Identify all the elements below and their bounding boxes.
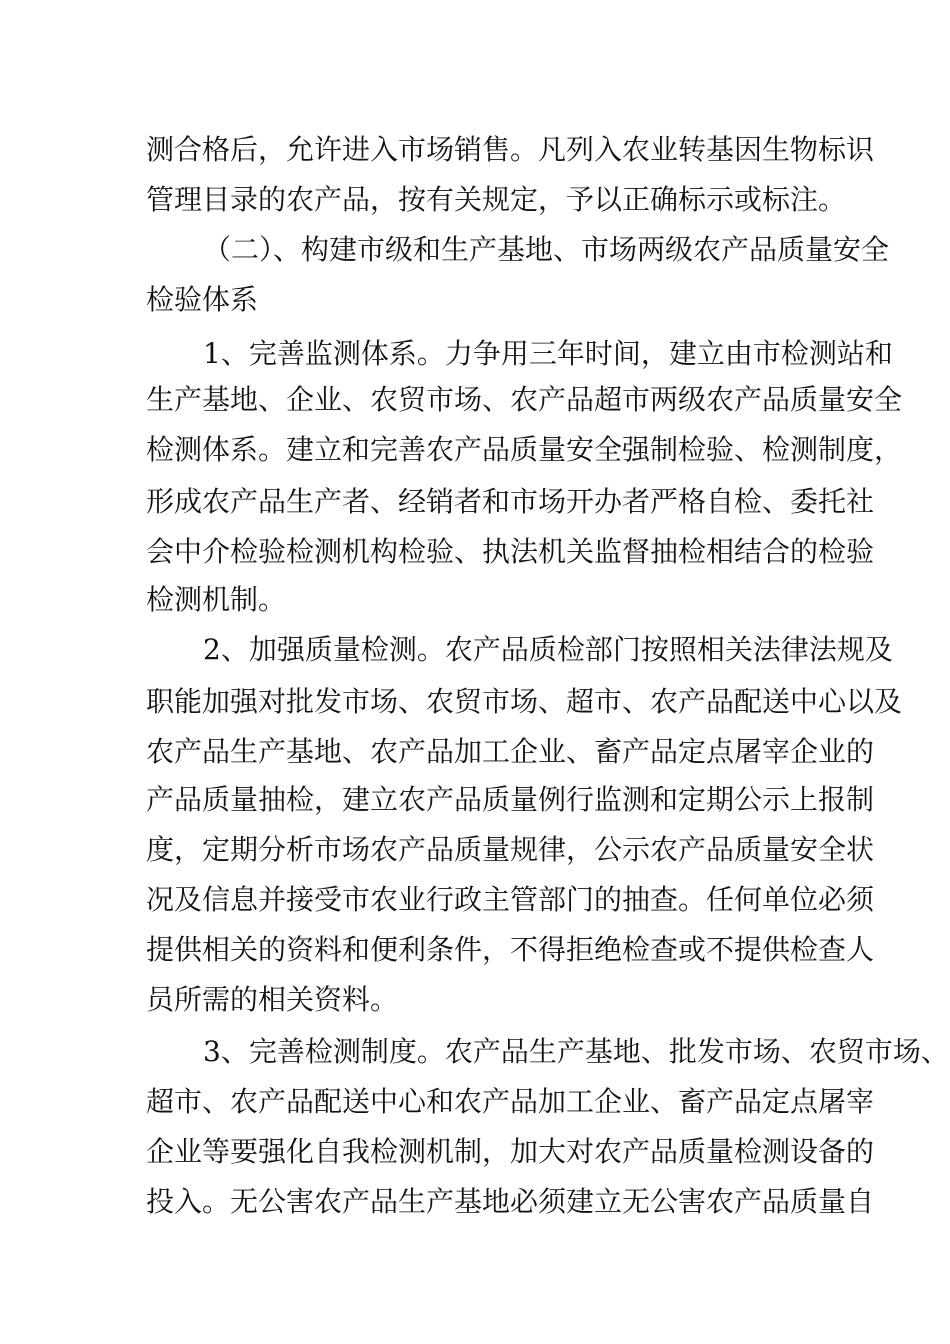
paragraph-line: 会中介检验检测机构检验、执法机关监督抽检相结合的检验 — [146, 535, 875, 568]
paragraph-line: 员所需的相关资料。 — [146, 983, 399, 1016]
paragraph-line: 度，定期分析市场农产品质量规律，公示农产品质量安全状 — [146, 833, 875, 866]
paragraph-line: 投入。无公害农产品生产基地必须建立无公害农产品质量自 — [146, 1185, 875, 1218]
paragraph-line: 农产品生产基地、农产品加工企业、畜产品定点屠宰企业的 — [146, 735, 875, 768]
paragraph-line: 产品质量抽检，建立农产品质量例行监测和定期公示上报制 — [146, 783, 875, 816]
paragraph-line: 况及信息并接受市农业行政主管部门的抽查。任何单位必须 — [146, 883, 875, 916]
paragraph-line: 形成农产品生产者、经销者和市场开办者严格自检、委托社 — [146, 485, 875, 518]
paragraph-line: 企业等要强化自我检测机制，加大对农产品质量检测设备的 — [146, 1135, 875, 1168]
paragraph-line: 检测体系。建立和完善农产品质量安全强制检验、检测制度， — [146, 433, 903, 466]
paragraph-line: 测合格后，允许进入市场销售。凡列入农业转基因生物标识 — [146, 133, 875, 166]
paragraph-line: 检测机制。 — [146, 583, 287, 616]
paragraph-line: 3、完善检测制度。农产品生产基地、批发市场、农贸市场、 — [203, 1035, 949, 1068]
paragraph-line: 超市、农产品配送中心和农产品加工企业、畜产品定点屠宰 — [146, 1085, 875, 1118]
paragraph-line: 2、加强质量检测。农产品质检部门按照相关法律法规及 — [203, 633, 893, 666]
paragraph-line: 生产基地、企业、农贸市场、农产品超市两级农产品质量安全 — [146, 383, 903, 416]
section-heading-line: （二）、构建市级和生产基地、市场两级农产品质量安全 — [203, 233, 890, 266]
section-heading-line: 检验体系 — [146, 283, 259, 316]
paragraph-line: 管理目录的农产品，按有关规定，予以正确标示或标注。 — [146, 183, 847, 216]
paragraph-line: 1、完善监测体系。力争用三年时间，建立由市检测站和 — [203, 337, 893, 370]
paragraph-line: 提供相关的资料和便利条件，不得拒绝检查或不提供检查人 — [146, 933, 875, 966]
paragraph-line: 职能加强对批发市场、农贸市场、超市、农产品配送中心以及 — [146, 685, 903, 718]
